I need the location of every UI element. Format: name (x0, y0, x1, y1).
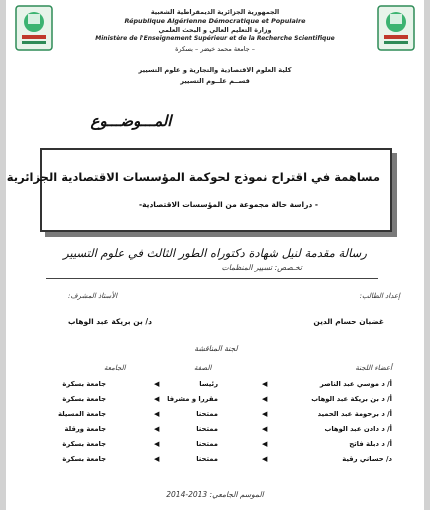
thesis-title: مساهمة في اقتراح نموذج لحوكمة المؤسسات الاقتصادية الجزائرية (6, 170, 380, 184)
ministry-arabic: وزارة التعليم العالي و البحث العلمي (158, 26, 272, 34)
column-header-university: الجامعة (104, 364, 126, 372)
member-name: أ/ د بن بريكة عبد الوهاب (311, 395, 392, 403)
committee-row (6, 440, 424, 453)
bullet-arrow-icon: ◀ (154, 455, 160, 463)
bullet-arrow-icon: ◀ (154, 395, 160, 403)
bullet-arrow-icon: ◀ (154, 380, 160, 388)
thesis-subtitle: - دراسة حالة مجموعة من المؤسسات الاقتصادية- (138, 200, 318, 209)
bullet-arrow-icon: ◀ (262, 395, 268, 403)
member-role: ممتحنا (196, 440, 218, 448)
committee-row (6, 395, 424, 408)
member-role: ممتحنا (196, 425, 218, 433)
committee-row (6, 380, 424, 393)
republic-french: République Algérienne Démocratique et Populaire (124, 17, 306, 25)
faculty-name: كلية العلوم الاقتصادية والتجارية و علوم التسيير (138, 66, 292, 74)
student-label: إعداد الطالب: (359, 292, 400, 300)
bullet-arrow-icon: ◀ (154, 425, 160, 433)
member-university: جامعة بسكرة (62, 380, 106, 388)
member-university: جامعة بسكرة (62, 440, 106, 448)
bullet-arrow-icon: ◀ (262, 410, 268, 418)
member-name: أ/ د برحومة عبد الحميد (317, 410, 392, 418)
bullet-arrow-icon: ◀ (262, 440, 268, 448)
bullet-arrow-icon: ◀ (262, 455, 268, 463)
member-university: جامعة المسيلة (57, 410, 106, 418)
bullet-arrow-icon: ◀ (262, 380, 268, 388)
committee-row (6, 410, 424, 423)
member-role: رئيسا (199, 380, 218, 388)
bullet-arrow-icon: ◀ (262, 425, 268, 433)
student-name: غضبان حسام الدين (313, 317, 384, 326)
member-role: مقررا و مشرفا (167, 395, 218, 403)
member-name: أ/ د موسي عبد الناصر (319, 380, 392, 388)
member-name: د/ حساني رقية (342, 455, 392, 463)
committee-row (6, 455, 424, 468)
bullet-arrow-icon: ◀ (154, 410, 160, 418)
member-university: جامعة بسكرة (62, 395, 106, 403)
divider-line (46, 278, 378, 279)
supervisor-label: الأستاذ المشرف: (68, 292, 118, 300)
title-box (6, 148, 392, 232)
academic-year: الموسم الجامعي: 2013-2014 (166, 490, 264, 499)
committee-row (6, 425, 424, 438)
supervisor-name: د/ بن بريكة عبد الوهاب (68, 317, 152, 326)
member-university: جامعة ورقلة (64, 425, 106, 433)
member-role: ممتحنا (196, 410, 218, 418)
committee-heading: لجنة المناقشة (194, 344, 238, 353)
specialty: تخـصص: تسيير المنظمات (221, 263, 302, 272)
column-header-members: أعضاء اللجنة (355, 364, 392, 372)
university-name: جامعة محمد خيضر – بسكرة – (175, 45, 255, 53)
member-role: ممتحنا (196, 455, 218, 463)
column-header-role: الصفة (194, 364, 212, 372)
republic-arabic: الجمهورية الجزائرية الديمقراطية الشعبية (150, 8, 280, 16)
document-page (6, 0, 424, 510)
member-name: أ/ د دادن عبد الوهاب (324, 425, 392, 433)
member-name: أ/ د دبلة فاتح (349, 440, 392, 448)
subject-heading: المـــوضـــوع (90, 112, 172, 130)
bullet-arrow-icon: ◀ (154, 440, 160, 448)
member-university: جامعة بسكرة (62, 455, 106, 463)
department-name: قســم علــوم التسيير (180, 77, 250, 85)
thesis-statement: رسالة مقدمة لنيل شهادة دكتوراه الطور الثالث في علوم التسيير (63, 246, 367, 260)
ministry-french: Ministère de l'Enseignement Supérieur et de la Recherche Scientifique (95, 35, 335, 42)
